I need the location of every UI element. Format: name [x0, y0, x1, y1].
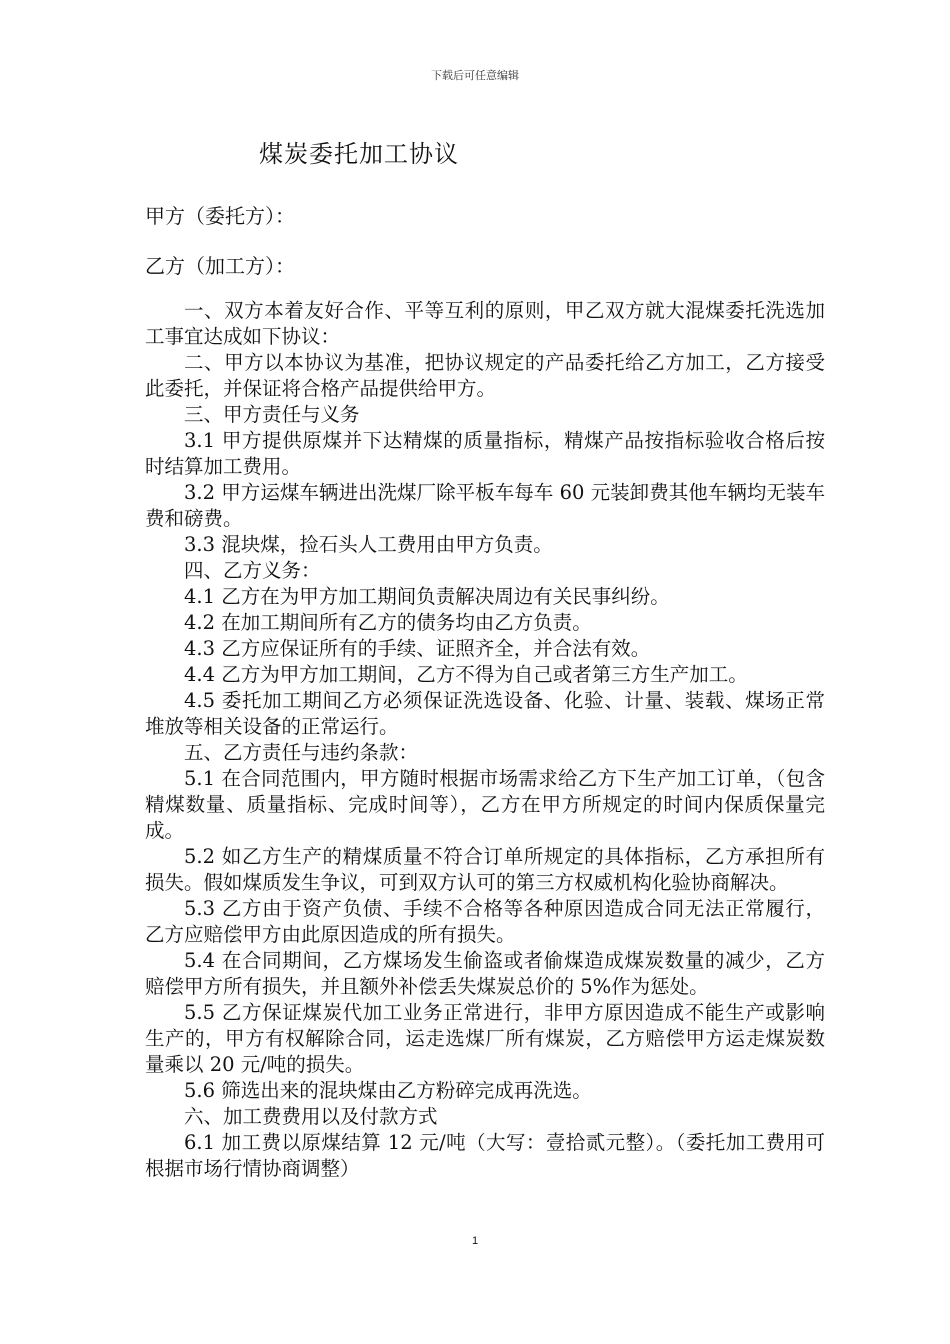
clause-5-4: 5.4 在合同期间，乙方煤场发生偷盗或者偷煤造成煤炭数量的减少，乙方赔偿甲方所有损失，并且额外补偿丢失煤炭总价的 5%作为惩处。 [145, 949, 825, 998]
clause-4-5: 4.5 委托加工期间乙方必须保证洗选设备、化验、计量、装载、煤场正常堆放等相关设备的正常运行。 [145, 689, 825, 738]
clause-1: 一、双方本着友好合作、平等互利的原则，甲乙双方就大混煤委托洗选加工事宜达成如下协议： [145, 299, 825, 348]
clause-4-4: 4.4 乙方为甲方加工期间，乙方不得为自己或者第三方生产加工。 [184, 663, 748, 686]
clause-5-6: 5.6 筛选出来的混块煤由乙方粉碎完成再洗选。 [184, 1079, 592, 1102]
clause-5-5: 5.5 乙方保证煤炭代加工业务正常进行，非甲方原因造成不能生产或影响生产的，甲方有权解除合同，运走选煤厂所有煤炭，乙方赔偿甲方运走煤炭数量乘以 20 元/吨的损失。 [145, 1001, 825, 1076]
clause-4-1: 4.1 乙方在为甲方加工期间负责解决周边有关民事纠纷。 [184, 585, 670, 608]
clause-5-3: 5.3 乙方由于资产负债、手续不合格等各种原因造成合同无法正常履行，乙方应赔偿甲方由此原因造成的所有损失。 [145, 897, 825, 946]
section-3-heading: 三、甲方责任与义务 [184, 403, 360, 426]
header-note: 下载后可任意编辑 [431, 69, 519, 82]
document-title: 煤炭委托加工协议 [259, 140, 459, 168]
clause-3-2: 3.2 甲方运煤车辆进出洗煤厂除平板车每车 60 元装卸费其他车辆均无装车费和磅费。 [145, 481, 825, 530]
clause-3-3: 3.3 混块煤，捡石头人工费用由甲方负责。 [184, 533, 553, 556]
clause-5-2: 5.2 如乙方生产的精煤质量不符合订单所规定的具体指标，乙方承担所有损失。假如煤质发生争议，可到双方认可的第三方权威机构化验协商解决。 [145, 845, 825, 894]
clause-6-1: 6.1 加工费以原煤结算 12 元/吨（大写：壹拾贰元整）。（委托加工费用可根据市场行情协商调整） [145, 1131, 825, 1180]
section-4-heading: 四、乙方义务： [184, 559, 321, 582]
agreement-body [145, 298, 825, 1182]
clause-3-1: 3.1 甲方提供原煤并下达精煤的质量指标，精煤产品按指标验收合格后按时结算加工费用。 [145, 429, 825, 478]
clause-4-2: 4.2 在加工期间所有乙方的债务均由乙方负责。 [184, 611, 592, 634]
clause-2: 二、甲方以本协议为基准，把协议规定的产品委托给乙方加工，乙方接受此委托，并保证将合格产品提供给甲方。 [145, 351, 825, 400]
clause-4-3: 4.3 乙方应保证所有的手续、证照齐全，并合法有效。 [184, 637, 651, 660]
page-number: 1 [471, 1235, 479, 1247]
section-5-heading: 五、乙方责任与违约条款： [184, 741, 419, 764]
party-b-label: 乙方（加工方）： [145, 254, 295, 278]
section-6-heading: 六、加工费费用以及付款方式 [184, 1105, 438, 1128]
party-a-label: 甲方（委托方）： [145, 204, 295, 228]
clause-5-1: 5.1 在合同范围内，甲方随时根据市场需求给乙方下生产加工订单，（包含精煤数量、质量指标、完成时间等），乙方在甲方所规定的时间内保质保量完成。 [145, 767, 825, 842]
